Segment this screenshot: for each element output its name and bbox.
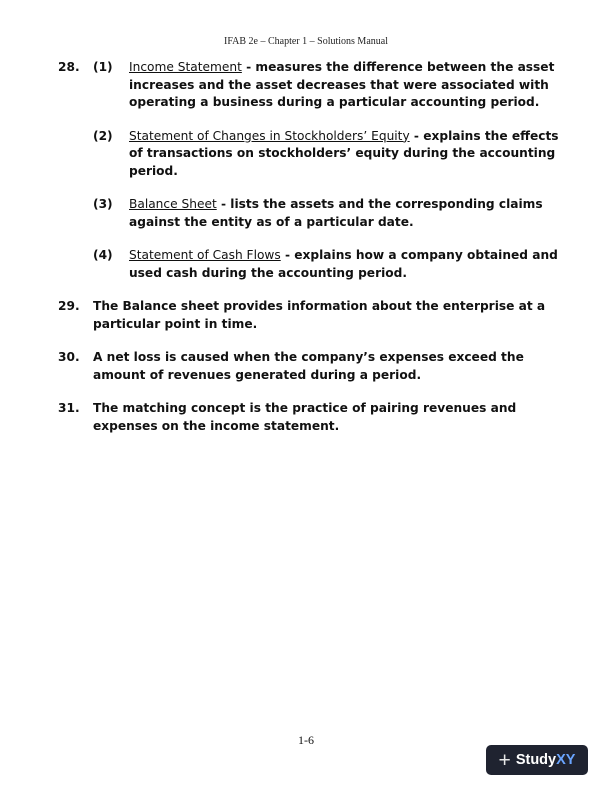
question-text: A net loss is caused when the company’s expenses exceed the amount of revenues generated during a period. [93, 350, 524, 382]
item-number: (4) [93, 248, 113, 262]
statement-description: - explains how a company obtained and used cash during the accounting period. [129, 248, 558, 280]
statement-term: Statement of Changes in Stockholders’ Equity [129, 128, 410, 143]
page-header: IFAB 2e – Chapter 1 – Solutions Manual [224, 36, 388, 47]
statement-description: - measures the difference between the asset increases and the asset decreases that were associated with operating a business during a particular accounting period. [129, 60, 555, 109]
question-29 [58, 298, 568, 333]
statement-description: - lists the assets and the corresponding claims against the entity as of a particular date. [129, 197, 543, 229]
brand-main: Study [515, 752, 557, 768]
item-number: (2) [93, 128, 113, 143]
solutions-content [58, 59, 568, 451]
list-item [93, 247, 568, 282]
question-number: 31. [58, 401, 80, 415]
question-31 [58, 400, 568, 435]
list-item [93, 128, 568, 181]
list-item [93, 59, 568, 112]
item-number: (1) [93, 60, 113, 74]
question-number: 30. [58, 350, 80, 364]
list-item [93, 196, 568, 231]
question-28-items [93, 59, 568, 282]
statement-description: - explains the effects of transactions on stockholders’ equity during the accounting period. [129, 128, 559, 178]
question-28 [58, 59, 568, 282]
question-number: 29. [58, 299, 80, 313]
plus-icon: + [498, 748, 511, 772]
brand-accent: XY [556, 752, 576, 768]
question-text: The matching concept is the practice of pairing revenues and expenses on the income statement. [93, 401, 517, 433]
studyxy-badge[interactable] [486, 745, 588, 775]
statement-term: Balance Sheet [129, 197, 217, 211]
page-number: 1-6 [298, 733, 314, 747]
item-number: (3) [93, 197, 113, 211]
question-text: The Balance sheet provides information about the enterprise at a particular point in time. [93, 299, 546, 331]
question-30 [58, 349, 568, 384]
question-number: 28. [58, 60, 80, 74]
statement-term: Statement of Cash Flows [129, 248, 281, 262]
statement-term: Income Statement [129, 60, 242, 74]
